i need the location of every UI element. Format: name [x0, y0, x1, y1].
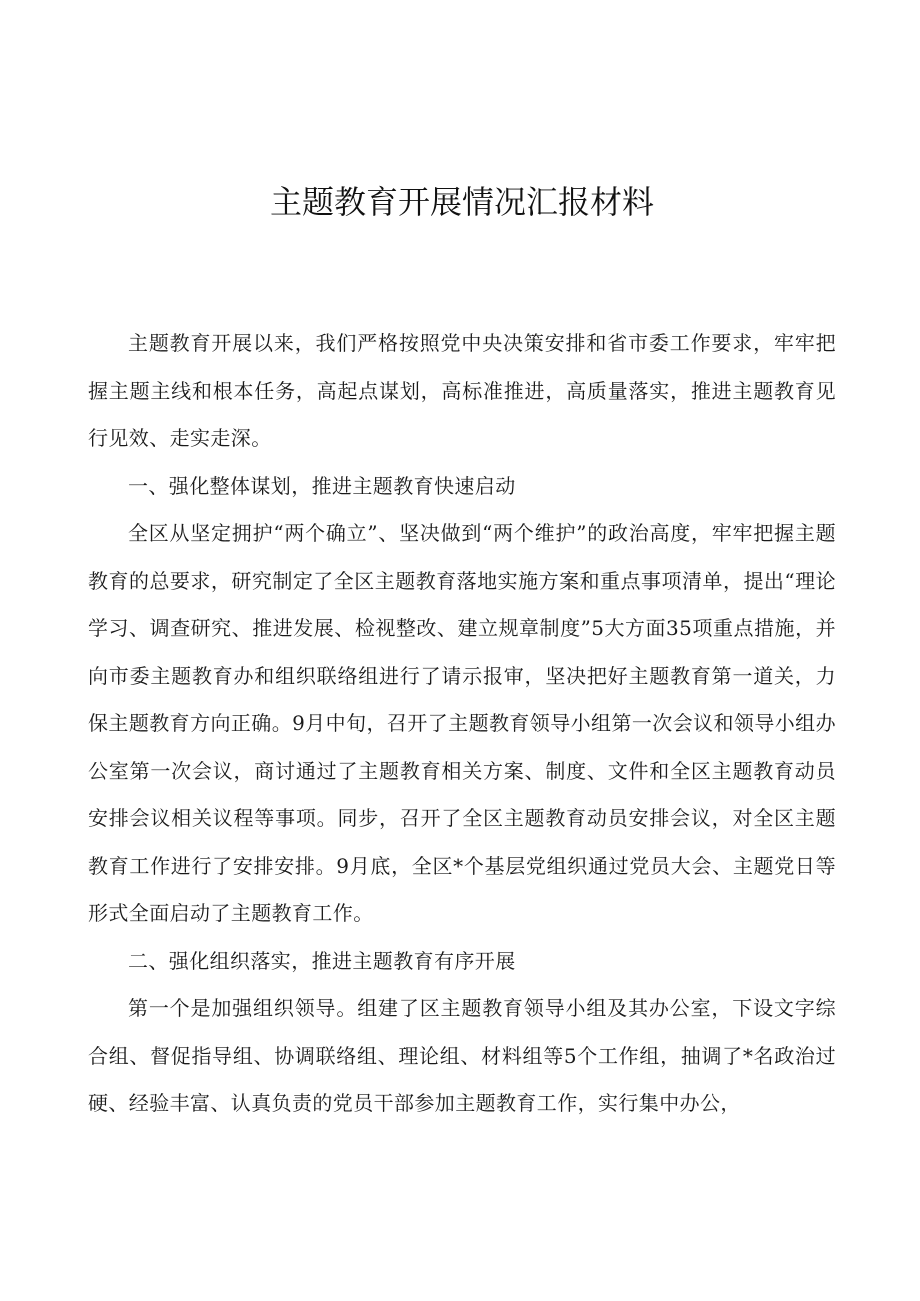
- section-2-paragraph: 第一个是加强组织领导。组建了区主题教育领导小组及其办公室，下设文字综合组、督促指导组、协调联络组、理论组、材料组等5个工作组，抽调了*名政治过硬、经验丰富、认真负责的党员干部参加主题教育工作，实行集中办公，: [88, 996, 836, 1115]
- document-body: [88, 320, 836, 1128]
- intro-paragraph: 主题教育开展以来，我们严格按照党中央决策安排和省市委工作要求，牢牢把握主题主线和根本任务，高起点谋划，高标准推进，高质量落实，推进主题教育见行见效、走实走深。: [88, 331, 836, 450]
- section-1-heading: 一、强化整体谋划，推进主题教育快速启动: [128, 473, 516, 498]
- document-title: 主题教育开展情况汇报材料: [269, 183, 654, 221]
- section-1-paragraph: 全区从坚定拥护“两个确立”、坚决做到“两个维护”的政治高度，牢牢把握主题教育的总要求，研究制定了全区主题教育落地实施方案和重点事项清单，提出“理论学习、调查研究、推进发展、检视整改、建立规章制度”5大方面35项重点措施，并向市委主题教育办和组织联络组进行了请示报审，坚决把好主题教育第一道关，力保主题教育方向正确。9月中旬，召开了主题教育领导小组第一次会议和领导小组办公室第一次会议，商讨通过了主题教育相关方案、制度、文件和全区主题教育动员安排会议相关议程等事项。同步，召开了全区主题教育动员安排会议，对全区主题教育工作进行了安排安排。9月底，全区*个基层党组织通过党员大会、主题党日等形式全面启动了主题教育工作。: [88, 521, 836, 925]
- section-2-heading: 二、强化组织落实，推进主题教育有序开展: [128, 948, 516, 973]
